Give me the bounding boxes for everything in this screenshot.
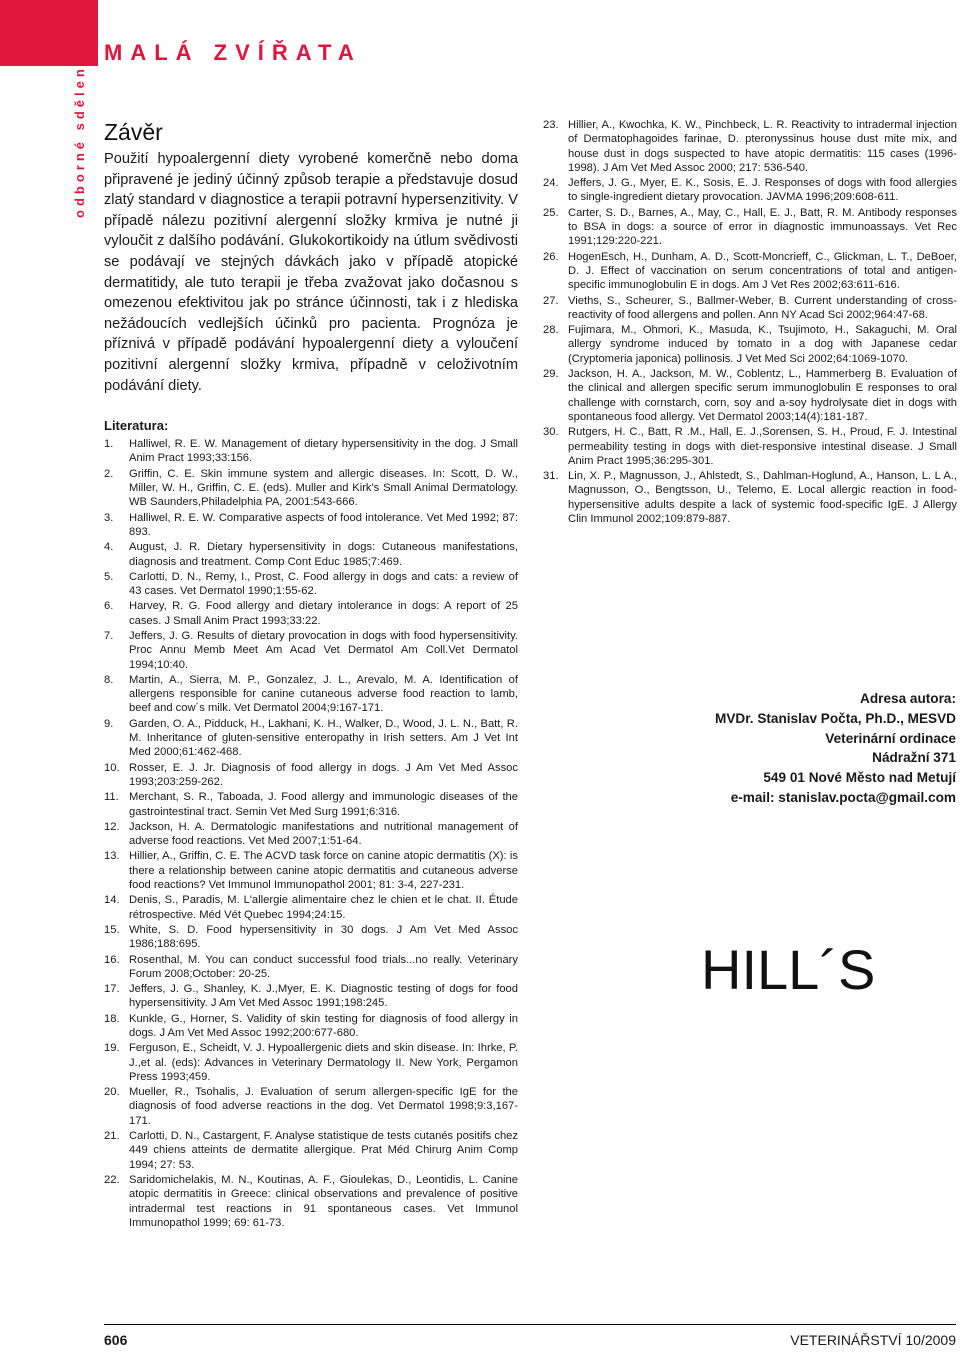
reference-number: 10. xyxy=(104,761,120,774)
reference-item xyxy=(104,893,518,922)
reference-number: 9. xyxy=(104,717,114,730)
reference-item xyxy=(104,923,518,952)
reference-text: Jackson, H. A. Dermatologic manifestations and nutritional management of adverse food reactions. Vet Med 2007;1:51-64. xyxy=(129,820,518,848)
reference-text: Ferguson, E., Scheidt, V. J. Hypoallergenic diets and skin disease. In: Ihrke, P. J.,et al. (eds): Advances in Veterinary Dermatology II. New York, Pergamon Press 1993;459. xyxy=(129,1042,518,1083)
reference-number: 25. xyxy=(543,206,559,219)
reference-number: 17. xyxy=(104,983,120,996)
reference-text: Jeffers, J. G., Myer, E. K., Sosis, E. J. Responses of dogs with food allergies to single-ingredient dietary provocation. JAVMA 1996;209:608-611. xyxy=(568,177,957,204)
reference-text: Halliwel, R. E. W. Management of dietary hypersensitivity in the dog. J Small Anim Pract 1993;33:156. xyxy=(129,438,518,465)
reference-number: 7. xyxy=(104,629,114,642)
reference-text: Lin, X. P., Magnusson, J., Ahlstedt, S., Dahlman-Hoglund, A., Hanson, L. L A., Magnusson, O., Bengtsson, U., Telemo, E. Local allergic reaction in food-hypersensitive adults despite a lack of systemic food-specific IgE. J Allergy Clin Immunol 2002;109:879-887. xyxy=(568,470,957,526)
author-address xyxy=(715,689,956,808)
reference-item xyxy=(104,629,518,672)
reference-number: 26. xyxy=(543,250,559,263)
reference-number: 6. xyxy=(104,600,114,613)
reference-item xyxy=(543,206,957,249)
reference-number: 1. xyxy=(104,438,114,451)
reference-number: 23. xyxy=(543,119,559,131)
reference-number: 18. xyxy=(104,1012,120,1025)
reference-item xyxy=(104,820,518,849)
reference-item xyxy=(104,467,518,510)
reference-number: 19. xyxy=(104,1042,120,1055)
reference-text: Rosser, E. J. Jr. Diagnosis of food allergy in dogs. J Am Vet Med Assoc 1993;203:259-262. xyxy=(129,761,518,788)
reference-text: Jeffers, J. G. Results of dietary provocation in dogs with food hypersensitivity. Proc Annu Memb Meet Am Acad Vet Dermatol Am Coll.Vet Dermatol 1994;10:40. xyxy=(129,629,518,671)
reference-text: Harvey, R. G. Food allergy and dietary intolerance in dogs: A report of 25 cases. J Small Anim Pract 1993;33:22. xyxy=(129,600,518,627)
reference-item xyxy=(104,761,518,790)
reference-number: 27. xyxy=(543,294,559,307)
reference-number: 28. xyxy=(543,324,559,337)
reference-number: 13. xyxy=(104,850,120,863)
reference-text: Rosenthal, M. You can conduct successful food trials...no really. Veterinary Forum 2008;October: 20-25. xyxy=(129,953,518,980)
reference-item xyxy=(104,540,518,569)
reference-number: 4. xyxy=(104,541,114,554)
reference-item xyxy=(543,118,957,175)
conclusion-text: Použití hypoalergenní diety vyrobené komerčně nebo doma připravené je jediný účinný způsob terapie a představuje dosud zlatý standard v diagnostice a terapii potravní hypersenzitivity. V případě nálezu pozitivní alergenní složky krmiva je nutné ji vyloučit z dalšího podávání. Glukokortikoidy na útlum svědivosti se podávají ve stejných dávkách jako v případě atopické dermatitidy, ale tuto terapii je třeba zvažovat jako dočasnou s omezenou efektivitou jak po stránce účinnosti, tak i z hlediska nežádoucích vedlejších účinků pro pacienta. Prognóza je příznivá v případě podávání hypoalergenní diety a vyloučení pozitivní alergenní složky krmiva, případně v celoživotním podávání diety. xyxy=(104,151,518,394)
reference-item xyxy=(104,1173,518,1230)
page-number: 606 xyxy=(104,1332,128,1348)
reference-item xyxy=(104,1129,518,1172)
reference-item xyxy=(543,323,957,366)
reference-item xyxy=(104,511,518,540)
author-organization: Veterinární ordinace xyxy=(825,730,956,746)
reference-text: Carlotti, D. N., Remy, I., Prost, C. Food allergy in dogs and cats: a review of 43 cases. Vet Dermatol 1990;1:55-62. xyxy=(129,570,518,598)
reference-item xyxy=(104,437,518,466)
reference-item xyxy=(104,717,518,760)
author-email: e-mail: stanislav.pocta@gmail.com xyxy=(730,789,956,805)
reference-text: Mueller, R., Tsohalis, J. Evaluation of serum allergen-specific IgE for the diagnosis of food adverse reactions in the dog. Vet Dermatol 1998;9:3,167-171. xyxy=(129,1086,518,1127)
reference-number: 29. xyxy=(543,368,559,381)
reference-item xyxy=(104,570,518,599)
red-corner-block xyxy=(0,0,98,66)
reference-number: 24. xyxy=(543,177,559,190)
author-street: Nádražní 371 xyxy=(872,750,956,766)
reference-text: Griffin, C. E. Skin immune system and allergic diseases. In: Scott, D. W., Miller, W. H., Griffin, C. E. (eds). Muller and Kirk's Small Animal Dermatology. WB Saunders,Philadelphia PA, 2001:543-666. xyxy=(129,467,518,509)
reference-item xyxy=(543,294,957,323)
reference-text: Denis, S., Paradis, M. L'allergie alimentaire chez le chien et le chat. II. Étude rétrospective. Méd Vét Quebec 1994;24:15. xyxy=(129,894,518,921)
reference-item xyxy=(104,849,518,892)
reference-text: Kunkle, G., Horner, S. Validity of skin testing for diagnosis of food allergy in dogs. J Am Vet Med Assoc 1992;200:677-680. xyxy=(129,1012,518,1039)
reference-item xyxy=(543,469,957,526)
reference-item xyxy=(104,790,518,819)
reference-number: 2. xyxy=(104,467,114,480)
author-name: MVDr. Stanislav Počta, Ph.D., MESVD xyxy=(715,710,956,726)
reference-item xyxy=(543,367,957,424)
reference-text: August, J. R. Dietary hypersensitivity in dogs: Cutaneous manifestations, diagnosis and treatment. Comp Cont Educ 1985;7:469. xyxy=(129,541,518,568)
reference-item xyxy=(104,953,518,982)
reference-number: 22. xyxy=(104,1173,120,1186)
vertical-section-label: odborné sdělení xyxy=(72,57,87,218)
conclusion-heading: Závěr xyxy=(104,119,163,145)
author-city: 549 01 Nové Město nad Metují xyxy=(763,770,956,786)
reference-text: Saridomichelakis, M. N., Koutinas, A. F., Gioulekas, D., Leontidis, L. Canine atopic dermatitis in Greece: clinical observations and prevalence of positive intradermal test reactions in 91 spontaneous cases. Vet Immunol Immunopathol 1999; 69: 61-73. xyxy=(129,1173,518,1229)
reference-text: Fujimara, M., Ohmori, K., Masuda, K., Tsujimoto, H., Sakaguchi, M. Oral allergy syndrome induced by tomato in a dog with Japanese cedar (Cryptomeria japonica) pollinosis. J Vet Med Sci 2002;64:1069-1070. xyxy=(568,324,957,365)
reference-number: 21. xyxy=(104,1130,120,1143)
reference-text: Jeffers, J. G., Shanley, K. J.,Myer, E. K. Diagnostic testing of dogs for food hypersensitivity. J Am Vet Med Assoc 1991;198:245. xyxy=(129,983,518,1010)
reference-number: 14. xyxy=(104,894,120,907)
reference-list-right xyxy=(543,118,957,526)
reference-item xyxy=(543,176,957,205)
reference-text: White, S. D. Food hypersensitivity in 30 dogs. J Am Vet Med Assoc 1986;188:695. xyxy=(129,923,518,951)
reference-number: 30. xyxy=(543,426,559,439)
author-address-heading: Adresa autora: xyxy=(860,691,956,706)
reference-text: Rutgers, H. C., Batt, R .M., Hall, E. J.,Sorensen, S. H., Proud, F. J. Intestinal permeability testing in dogs with diet-responsive intestinal disease. J Small Anim Pract 1995;36:295-301. xyxy=(568,426,957,467)
reference-number: 5. xyxy=(104,570,114,583)
reference-number: 11. xyxy=(104,791,119,804)
reference-number: 16. xyxy=(104,953,120,966)
reference-text: Carter, S. D., Barnes, A., May, C., Hall, E. J., Batt, R. M. Antibody responses to BSA in dogs: a source of error in diagnostic immunoassays. Vet Rec 1991;129:220-221. xyxy=(568,206,957,248)
left-column xyxy=(104,117,518,1231)
reference-number: 15. xyxy=(104,923,120,936)
right-column xyxy=(543,118,957,527)
reference-number: 31. xyxy=(543,470,559,483)
reference-item xyxy=(543,425,957,468)
reference-text: Jackson, H. A., Jackson, M. W., Coblentz, L., Hammerberg B. Evaluation of the clinical and allergen specific serum immunoglobulin E responses to oral challenge with cornstarch, corn, soy and a-soy hydrolysate diet in dogs with spontaneous food allergy. Vet Dermatol 2003;14(4):181-187. xyxy=(568,368,957,423)
reference-item xyxy=(104,1041,518,1084)
reference-text: Merchant, S. R., Taboada, J. Food allergy and immunologic diseases of the gastrointestinal tract. Semin Vet Med Surg 1991;6:316. xyxy=(129,791,518,818)
reference-text: Martin, A., Sierra, M. P., Gonzalez, J. L., Arevalo, M. A. Identification of allergens responsible for canine cutaneous adverse food reaction to lamb, beef and cow´s milk. Vet Dermatol 2004;9:167-171. xyxy=(129,673,518,715)
reference-item xyxy=(104,1085,518,1128)
hills-ad-text: HILL´S xyxy=(701,938,876,1001)
journal-issue: VETERINÁŘSTVÍ 10/2009 xyxy=(790,1332,956,1348)
reference-text: Carlotti, D. N., Castargent, F. Analyse statistique de tests cutanés positifs chez 449 chiens atteints de dermatite allergique. Prat Méd Chirurg Anim Comp 1994; 27: 53. xyxy=(129,1130,518,1171)
reference-text: Vieths, S., Scheurer, S., Ballmer-Weber, B. Current understanding of cross-reactivity of food allergens and pollen. Ann NY Acad Sci 2002;964:47-68. xyxy=(568,294,957,321)
reference-number: 12. xyxy=(104,820,120,833)
footer-divider xyxy=(104,1324,956,1325)
literature-heading: Literatura: xyxy=(104,418,169,434)
reference-text: Hillier, A., Kwochka, K. W., Pinchbeck, L. R. Reactivity to intradermal injection of Dermatophagoides farinae, D. pteronyssinus house dust mite mix, and house dust in dogs suspected to have atopic dermatitis: 115 cases (1996-1998). J Am Vet Med Assoc 2000; 217: 536-540. xyxy=(568,119,957,174)
reference-text: Halliwel, R. E. W. Comparative aspects of food intolerance. Vet Med 1992; 87: 893. xyxy=(129,511,518,538)
section-title: MALÁ ZVÍŘATA xyxy=(104,40,362,65)
reference-item xyxy=(543,250,957,293)
reference-text: HogenEsch, H., Dunham, A. D., Scott-Moncrieff, C., Glickman, L. T., DeBoer, D. J. Effect of vaccination on serum concentrations of total and antigen-specific immunoglobulin E in dogs. Am J Vet Res 2002;63:611-616. xyxy=(568,250,957,292)
reference-text: Garden, O. A., Pidduck, H., Lakhani, K. H., Walker, D., Wood, J. L. N., Batt, R. M. Inheritance of gluten-sensitive enteropathy in Irish setters. Am J Vet Int Med 2000;61:462-468. xyxy=(129,717,518,759)
reference-number: 8. xyxy=(104,673,114,686)
reference-text: Hillier, A., Griffin, C. E. The ACVD task force on canine atopic dermatitis (X): is there a relationship between canine atopic dermatitis and cutaneous adverse food reactions? Vet Immunol Immunopathol 2001; 81: 3-4, 227-231. xyxy=(129,850,518,892)
reference-number: 3. xyxy=(104,511,114,524)
reference-item xyxy=(104,982,518,1011)
reference-number: 20. xyxy=(104,1086,120,1099)
reference-item xyxy=(104,599,518,628)
reference-item xyxy=(104,1012,518,1041)
reference-item xyxy=(104,673,518,716)
reference-list-left xyxy=(104,437,518,1230)
